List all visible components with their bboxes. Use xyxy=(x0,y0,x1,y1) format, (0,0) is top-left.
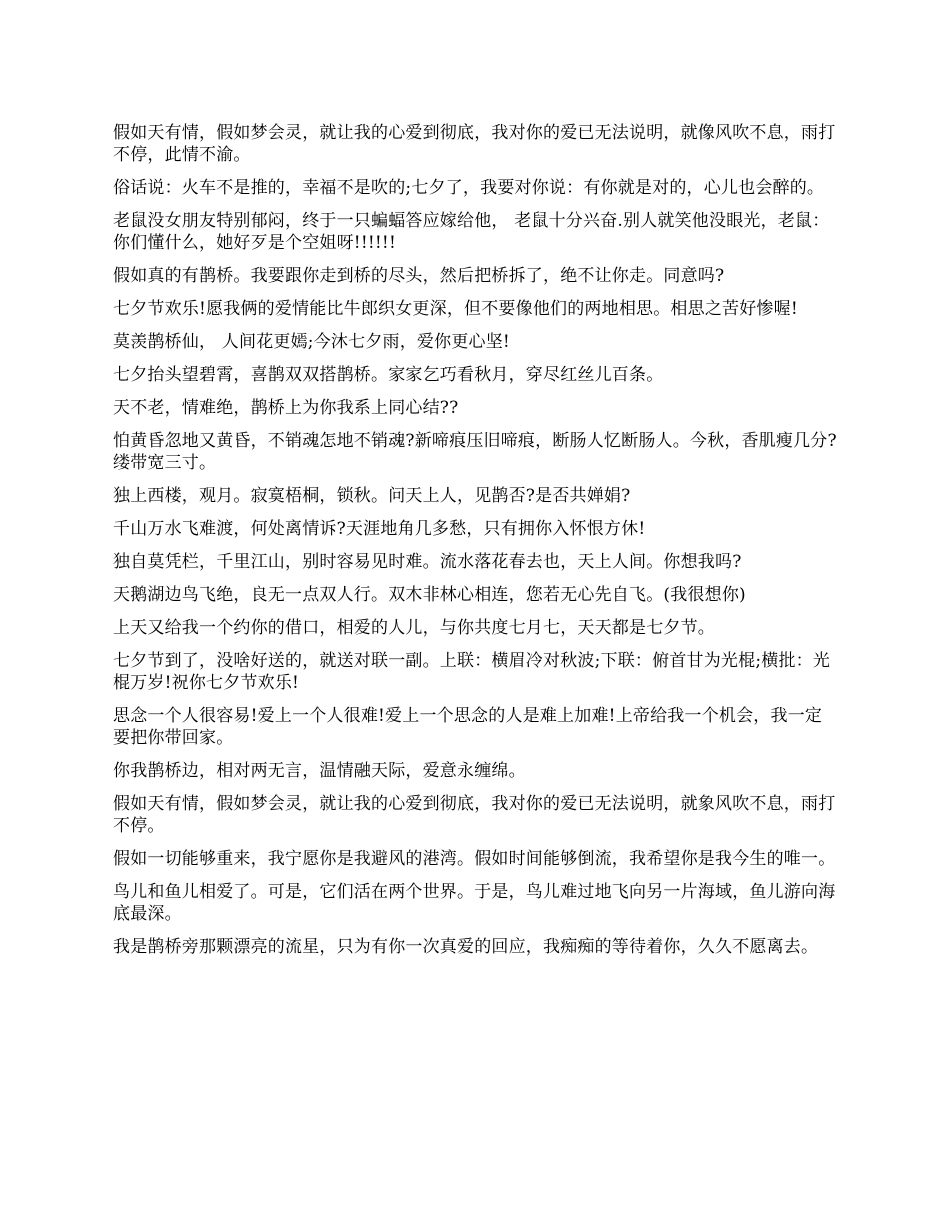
paragraph-20: 鸟儿和鱼儿相爱了。可是，它们活在两个世界。于是，鸟儿难过地飞向另一片海域，鱼儿游向海底最深。 xyxy=(113,882,836,924)
paragraph-14: 上天又给我一个约你的借口，相爱的人儿，与你共度七月七，天天都是七夕节。 xyxy=(113,618,715,638)
paragraph-4: 假如真的有鹊桥。我要跟你走到桥的尽头，然后把桥拆了，绝不让你走。同意吗? xyxy=(113,266,725,286)
paragraph-3: 老鼠没女朋友特别郁闷，终于一只蝙蝠答应嫁给他， 老鼠十分兴奋.别人就笑他没眼光，老鼠：你们懂什么，她好歹是个空姐呀!!!!!! xyxy=(113,211,830,253)
paragraph-18: 假如天有情，假如梦会灵，就让我的心爱到彻底，我对你的爱已无法说明，就象风吹不息，雨打不停。 xyxy=(113,794,836,836)
paragraph-5: 七夕节欢乐!愿我俩的爱情能比牛郎织女更深，但不要像他们的两地相思。相思之苦好惨喔! xyxy=(113,299,798,319)
paragraph-16: 思念一个人很容易!爱上一个人很难!爱上一个思念的人是难上加难!上帝给我一个机会，我一定要把你带回家。 xyxy=(113,706,823,748)
paragraph-9: 怕黄昏忽地又黄昏，不销魂怎地不销魂?新啼痕压旧啼痕，断肠人忆断肠人。今秋，香肌瘦几分?缕带宽三寸。 xyxy=(113,431,837,473)
paragraph-10: 独上西楼，观月。寂寞梧桐，锁秋。问天上人，见鹊否?是否共婵娟? xyxy=(113,486,631,506)
paragraph-15: 七夕节到了，没啥好送的，就送对联一副。上联：横眉冷对秋波;下联：俯首甘为光棍;横批：光棍万岁!祝你七夕节欢乐! xyxy=(113,651,831,693)
paragraph-11: 千山万水飞难渡，何处离情诉?天涯地角几多愁，只有拥你入怀恨方休! xyxy=(113,519,646,539)
paragraph-7: 七夕抬头望碧霄，喜鹊双双搭鹊桥。家家乞巧看秋月，穿尽红丝儿百条。 xyxy=(113,365,664,385)
paragraph-8: 天不老，情难绝，鹊桥上为你我系上同心结?? xyxy=(113,398,459,418)
paragraph-17: 你我鹊桥边，相对两无言，温情融天际，爱意永缠绵。 xyxy=(113,761,526,781)
paragraph-1: 假如天有情，假如梦会灵，就让我的心爱到彻底，我对你的爱已无法说明，就像风吹不息，雨打不停，此情不渝。 xyxy=(113,123,836,165)
paragraph-6: 莫羡鹊桥仙， 人间花更嫣;今沐七夕雨，爱你更心坚! xyxy=(113,332,510,352)
paragraph-21: 我是鹊桥旁那颗漂亮的流星，只为有你一次真爱的回应，我痴痴的等待着你，久久不愿离去。 xyxy=(113,937,819,957)
document-body xyxy=(113,122,838,958)
paragraph-19: 假如一切能够重来，我宁愿你是我避风的港湾。假如时间能够倒流，我希望你是我今生的唯一。 xyxy=(113,849,836,869)
paragraph-13: 天鹅湖边鸟飞绝，良无一点双人行。双木非林心相连，您若无心先自飞。(我很想你) xyxy=(113,585,746,605)
paragraph-2: 俗话说：火车不是推的，幸福不是吹的;七夕了，我要对你说：有你就是对的，心儿也会醉的。 xyxy=(113,178,825,198)
paragraph-12: 独自莫凭栏，千里江山，别时容易见时难。流水落花春去也，天上人间。你想我吗? xyxy=(113,552,742,572)
